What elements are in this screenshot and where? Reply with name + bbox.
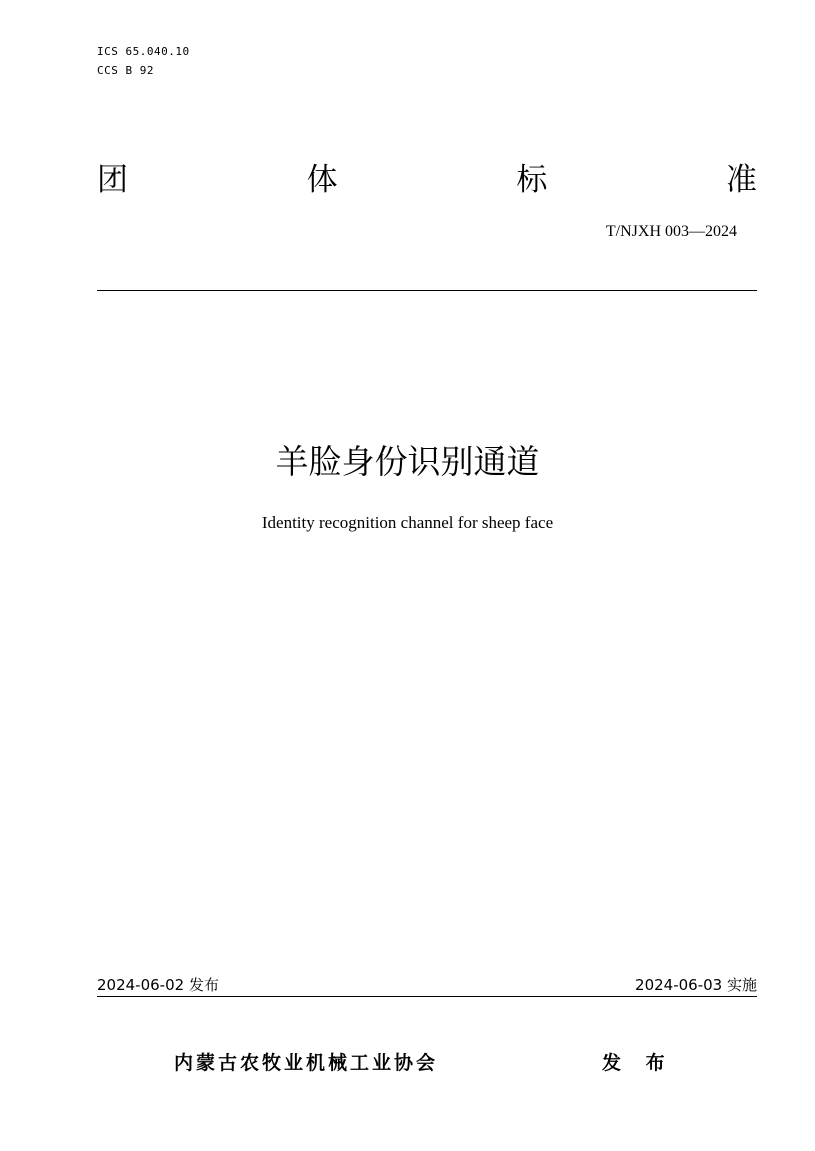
standard-number: T/NJXH 003—2024 bbox=[605, 223, 737, 240]
standard-type-char-4: 准 bbox=[725, 162, 757, 198]
standard-type-char-3: 标 bbox=[516, 162, 548, 198]
publisher-name: 内蒙古农牧业机械工业协会 bbox=[174, 1052, 439, 1074]
classification-codes bbox=[97, 42, 190, 80]
chinese-title: 羊脸身份识别通道 bbox=[275, 442, 540, 481]
ccs-code: CCS B 92 bbox=[97, 64, 154, 77]
standard-type-heading bbox=[97, 160, 757, 200]
standard-type-char-2: 体 bbox=[306, 162, 338, 198]
ics-code: ICS 65.040.10 bbox=[97, 45, 190, 58]
header-divider bbox=[97, 290, 757, 291]
implement-date: 2024-06-03 实施 bbox=[635, 976, 757, 994]
publisher-action: 发 布 bbox=[602, 1052, 674, 1074]
publisher-row bbox=[0, 1046, 815, 1076]
standard-type-char-1: 团 bbox=[97, 162, 128, 198]
english-title: Identity recognition channel for sheep face bbox=[261, 513, 554, 532]
date-row bbox=[97, 974, 757, 997]
publish-date: 2024-06-02 发布 bbox=[97, 976, 219, 994]
